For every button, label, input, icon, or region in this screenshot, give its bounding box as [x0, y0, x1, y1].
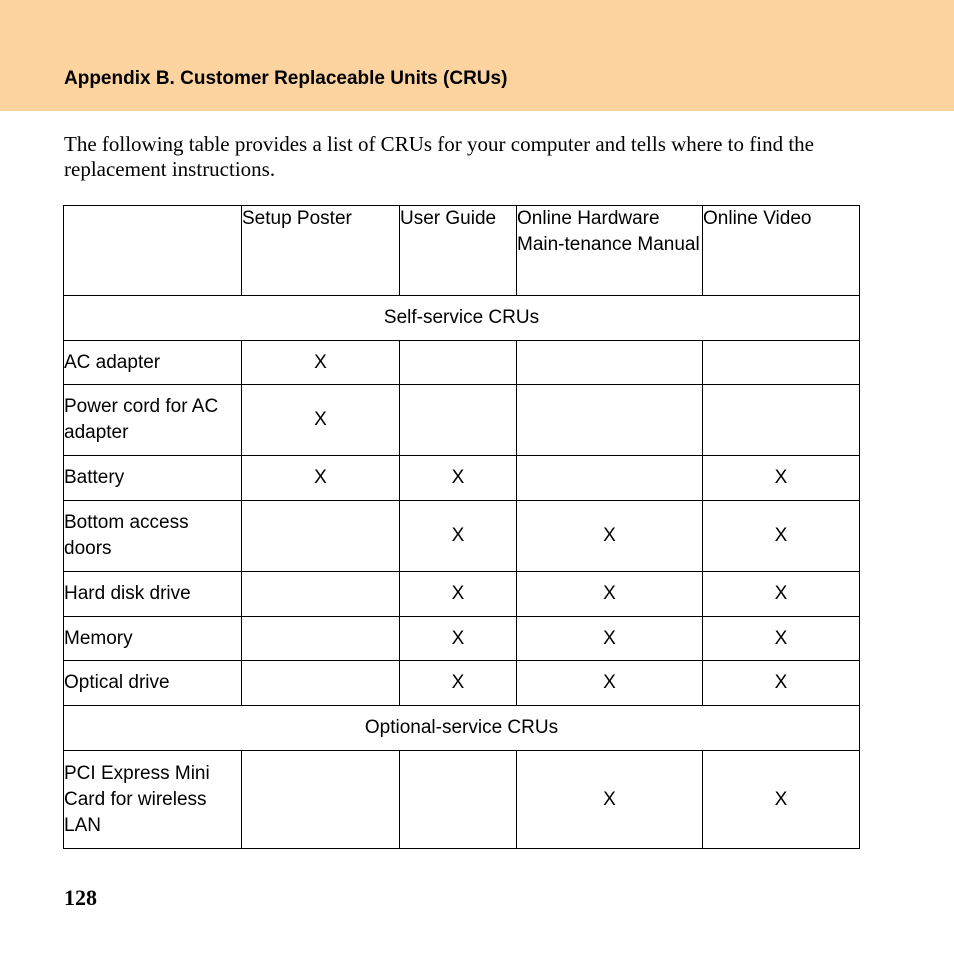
cru-mark-cell: X	[242, 341, 400, 385]
table-row	[64, 661, 860, 706]
column-header	[64, 206, 242, 296]
cru-name-cell: AC adapter	[64, 341, 242, 385]
cru-mark-cell: X	[400, 617, 517, 661]
cru-mark-cell: X	[400, 572, 517, 617]
cru-mark-cell: X	[703, 661, 860, 706]
cru-mark-cell	[703, 341, 860, 385]
cru-mark-cell	[517, 341, 703, 385]
table-row	[64, 456, 860, 501]
cru-mark-cell: X	[703, 617, 860, 661]
page-number: 128	[64, 885, 97, 910]
cru-mark-cell: X	[400, 456, 517, 501]
cru-mark-cell: X	[517, 751, 703, 849]
cru-mark-cell	[242, 661, 400, 706]
cru-mark-cell: X	[517, 661, 703, 706]
cru-name-cell: Power cord for AC adapter	[64, 385, 242, 456]
header-band	[0, 0, 954, 111]
intro-paragraph: The following table provides a list of CRUs for your computer and tells where to find the replacement instructions.	[64, 132, 815, 181]
section-row	[64, 706, 860, 751]
cru-name-cell: Memory	[64, 617, 242, 661]
cru-name-cell: Battery	[64, 456, 242, 501]
cru-mark-cell: X	[517, 617, 703, 661]
cru-mark-cell	[242, 572, 400, 617]
table-row	[64, 501, 860, 572]
cru-mark-cell: X	[703, 751, 860, 849]
column-header-online-video: Online Video	[703, 206, 860, 296]
cru-mark-cell: X	[400, 661, 517, 706]
cru-name-cell: Optical drive	[64, 661, 242, 706]
column-header-online-hmm: Online Hardware Main-tenance Manual	[517, 206, 703, 296]
table-header-row	[64, 206, 860, 296]
cru-name-cell: Hard disk drive	[64, 572, 242, 617]
cru-mark-cell	[703, 385, 860, 456]
section-title: Self-service CRUs	[64, 296, 860, 341]
table-row	[64, 385, 860, 456]
page-header-title: Appendix B. Customer Replaceable Units (CRUs)	[64, 68, 508, 89]
cru-mark-cell: X	[400, 501, 517, 572]
cru-mark-cell	[400, 385, 517, 456]
cru-mark-cell	[517, 385, 703, 456]
cru-mark-cell	[242, 617, 400, 661]
cru-name-cell: PCI Express Mini Card for wireless LAN	[64, 751, 242, 849]
cru-mark-cell: X	[703, 501, 860, 572]
cru-mark-cell	[400, 751, 517, 849]
cru-name-cell: Bottom access doors	[64, 501, 242, 572]
table-row	[64, 751, 860, 849]
table-row	[64, 341, 860, 385]
section-row	[64, 296, 860, 341]
cru-mark-cell	[242, 751, 400, 849]
cru-table	[63, 205, 860, 849]
cru-mark-cell: X	[703, 572, 860, 617]
cru-mark-cell	[242, 501, 400, 572]
cru-mark-cell	[517, 456, 703, 501]
cru-mark-cell: X	[517, 501, 703, 572]
column-header-setup-poster: Setup Poster	[242, 206, 400, 296]
cru-mark-cell: X	[242, 385, 400, 456]
table-row	[64, 617, 860, 661]
cru-mark-cell: X	[517, 572, 703, 617]
cru-mark-cell	[400, 341, 517, 385]
section-title: Optional-service CRUs	[64, 706, 860, 751]
cru-mark-cell: X	[703, 456, 860, 501]
table-row	[64, 572, 860, 617]
cru-mark-cell: X	[242, 456, 400, 501]
column-header-user-guide: User Guide	[400, 206, 517, 296]
